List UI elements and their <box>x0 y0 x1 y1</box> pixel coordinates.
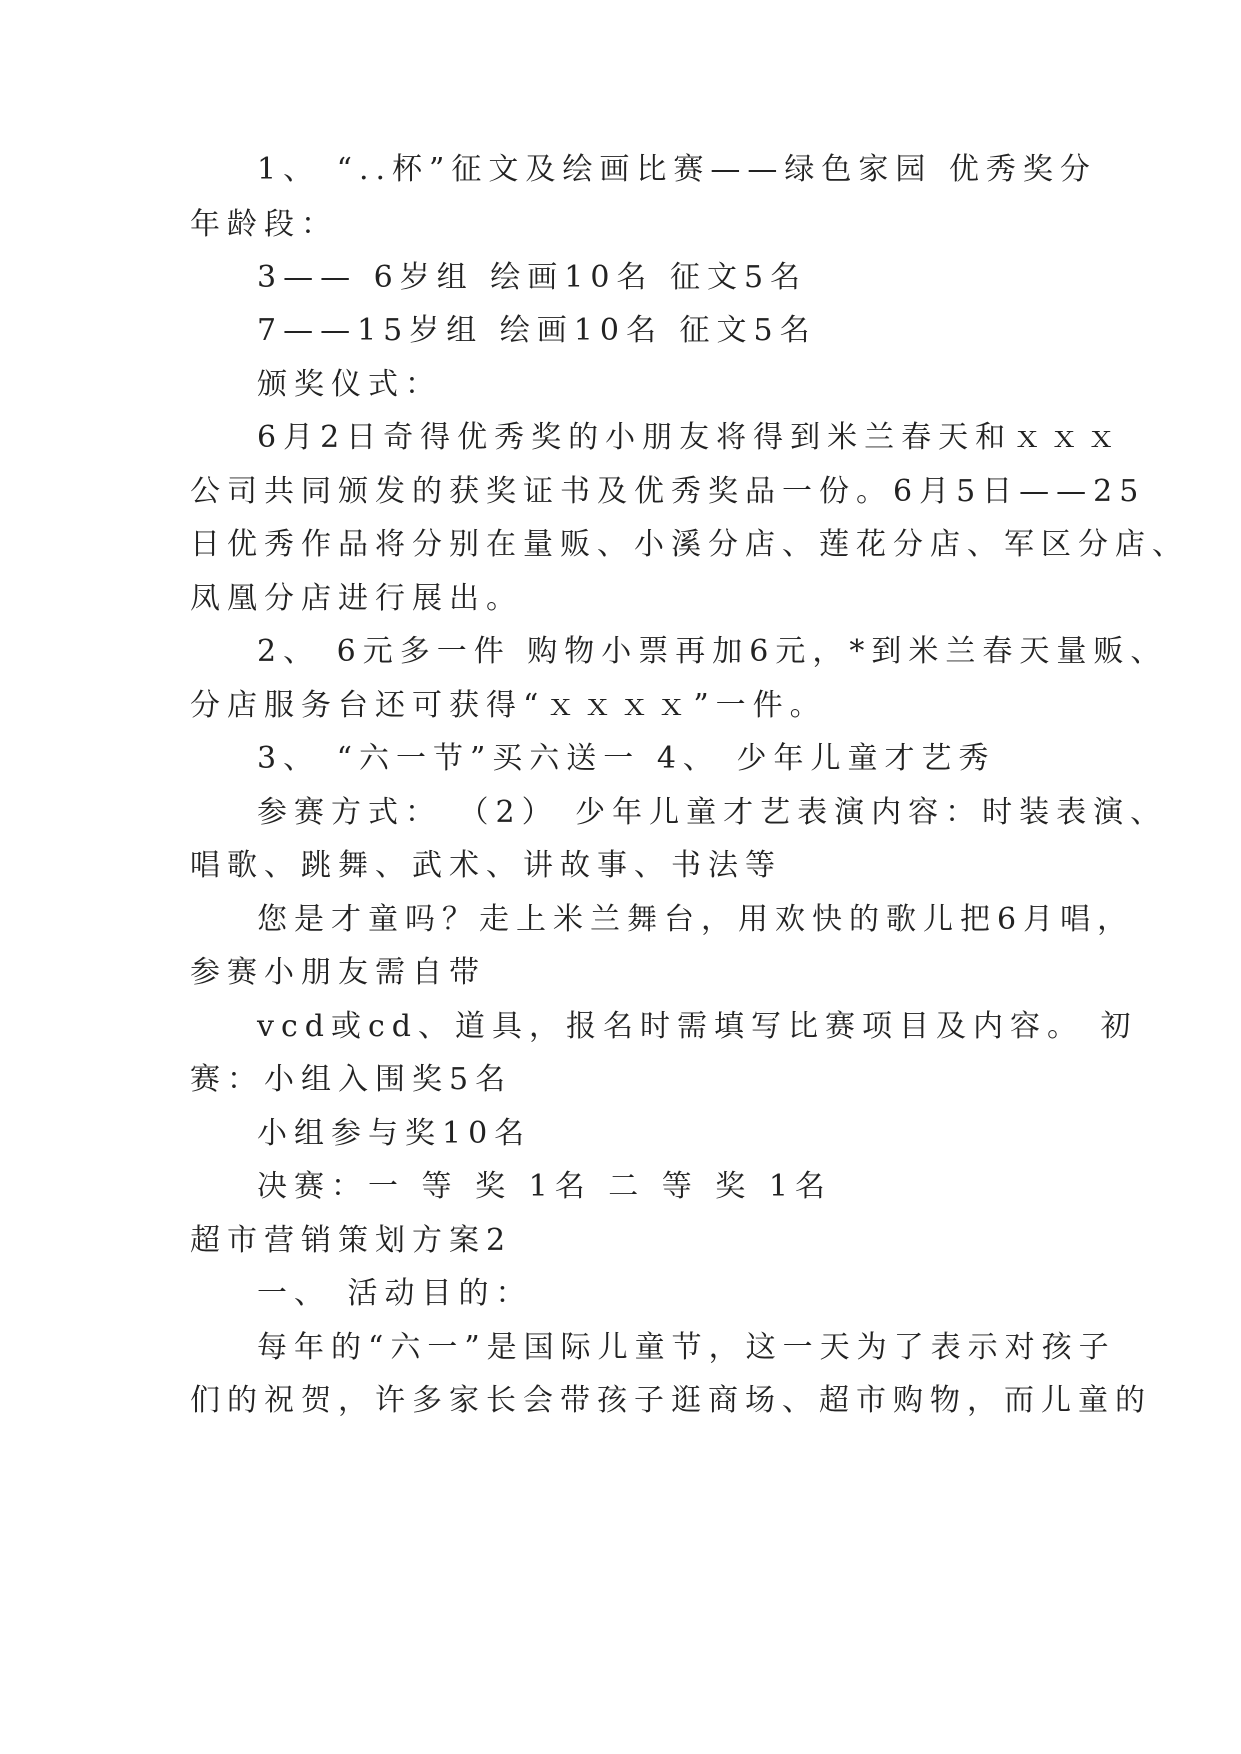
text-line: 参赛方式： （2） 少年儿童才艺表演内容：时装表演、 <box>257 795 1168 830</box>
text-line: 年龄段： <box>190 207 338 242</box>
text-line: 3—— 6岁组 绘画10名 征文5名 <box>257 260 808 295</box>
text-line: 7——15岁组 绘画10名 征文5名 <box>257 313 817 348</box>
text-line: 凤凰分店进行展出。 <box>190 581 523 616</box>
text-line: 日优秀作品将分别在量贩、小溪分店、莲花分店、军区分店、 <box>190 527 1189 562</box>
text-line: 决赛：一 等 奖 1名 二 等 奖 1名 <box>257 1169 832 1204</box>
section-heading: 超市营销策划方案2 <box>190 1223 513 1258</box>
text-line: 公司共同颁发的获奖证书及优秀奖品一份。6月5日——25 <box>190 474 1146 509</box>
text-line: 6月2日奇得优秀奖的小朋友将得到米兰春天和ｘｘｘ <box>257 420 1124 455</box>
text-line: 参赛小朋友需自带 <box>190 955 486 990</box>
text-line: 唱歌、跳舞、武术、讲故事、书法等 <box>190 848 782 883</box>
text-line: 3、 “六一节”买六送一 4、 少年儿童才艺秀 <box>257 741 996 776</box>
text-line: vcd或cd、道具，报名时需填写比赛项目及内容。 初 <box>257 1009 1138 1044</box>
text-line: 赛：小组入围奖5名 <box>190 1062 513 1097</box>
text-line: 每年的“六一”是国际儿童节，这一天为了表示对孩子 <box>257 1330 1116 1365</box>
text-line: 2、 6元多一件 购物小票再加6元，*到米兰春天量贩、 <box>257 634 1168 669</box>
text-line: 颁奖仪式： <box>257 367 442 402</box>
text-line: 们的祝贺，许多家长会带孩子逛商场、超市购物，而儿童的 <box>190 1383 1152 1418</box>
text-line: 您是才童吗？走上米兰舞台，用欢快的歌儿把6月唱， <box>257 902 1135 937</box>
text-line: 1、 “..杯”征文及绘画比赛——绿色家园 优秀奖分 <box>257 152 1097 187</box>
text-line: 分店服务台还可获得“ｘｘｘｘ”一件。 <box>190 688 827 723</box>
text-line: 小组参与奖10名 <box>257 1116 532 1151</box>
text-line: 一、 活动目的： <box>257 1276 533 1311</box>
